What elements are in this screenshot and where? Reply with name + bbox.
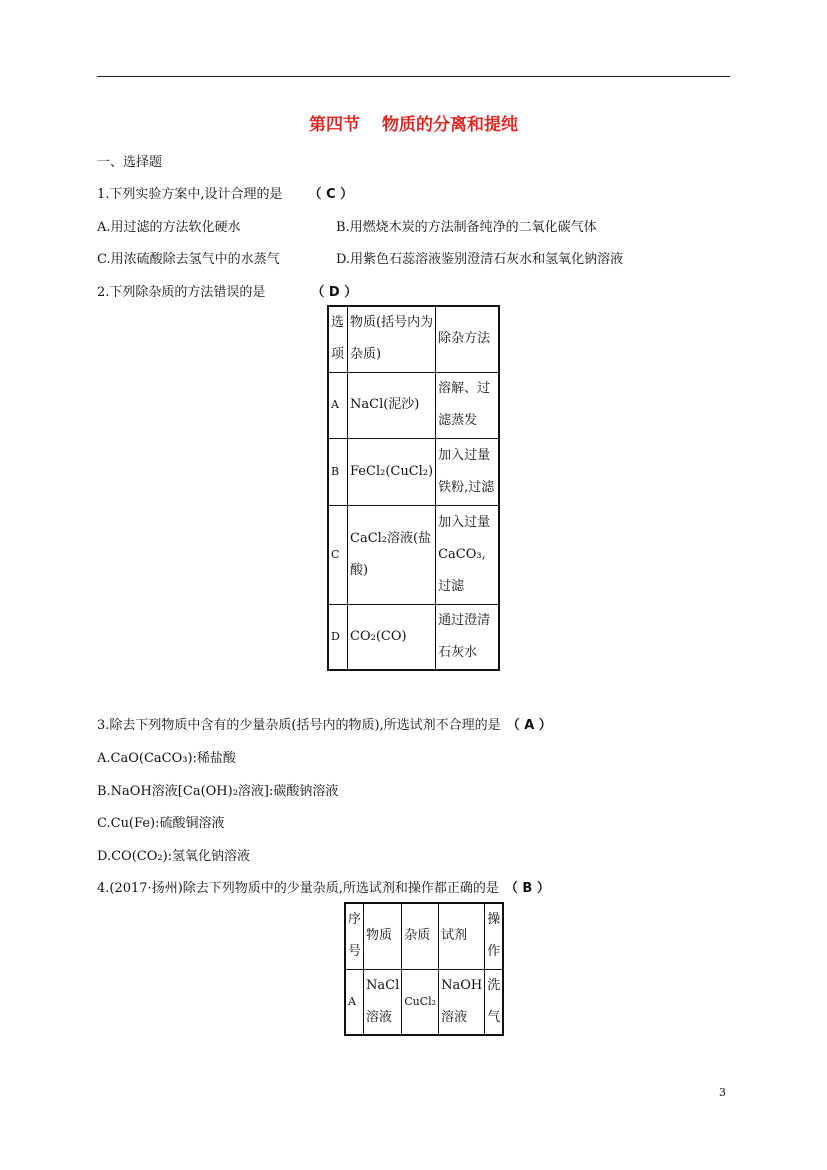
option: B.NaOH溶液[Ca(OH)₂溶液]:碳酸钠溶液	[97, 784, 339, 799]
table-header-cell: 试剂	[439, 903, 485, 969]
page-title-section: 第四节	[309, 115, 360, 135]
option: C.用浓硫酸除去氢气中的水蒸气	[97, 252, 280, 267]
table-row	[328, 438, 499, 505]
answer-mark: （ B ）	[504, 881, 550, 896]
table-row	[328, 505, 499, 604]
table-header-cell: 除杂方法	[436, 306, 499, 372]
question-stem: 2.下列除杂质的方法错误的是	[97, 285, 266, 300]
option: D.CO(CO₂):氢氧化钠溶液	[97, 849, 251, 864]
question-3	[97, 714, 552, 733]
page-title-topic: 物质的分离和提纯	[382, 115, 518, 135]
impurity-table-q2	[327, 305, 500, 671]
table-cell: CaCl₂溶液(盐酸)	[348, 505, 436, 604]
question-2	[97, 281, 357, 300]
table-cell: C	[328, 505, 348, 604]
answer-mark: （ A ）	[506, 718, 552, 733]
table-cell: NaCl溶液	[364, 969, 402, 1035]
answer-mark: （ D ）	[311, 285, 358, 300]
table-cell: B	[328, 438, 348, 505]
table-cell: NaCl(泥沙)	[348, 372, 436, 438]
table-cell: D	[328, 604, 348, 670]
question-stem: 3.除去下列物质中含有的少量杂质(括号内的物质),所选试剂不合理的是	[97, 718, 501, 733]
table-cell: 溶解、过滤蒸发	[436, 372, 499, 438]
table-header-cell: 物质(括号内为杂质)	[348, 306, 436, 372]
table-row	[328, 372, 499, 438]
table-header-cell: 操作	[485, 903, 504, 969]
question-4	[97, 877, 550, 896]
table-cell: 加入过量CaCO₃,过滤	[436, 505, 499, 604]
option: A.CaO(CaCO₃):稀盐酸	[97, 751, 236, 766]
table-cell: CO₂(CO)	[348, 604, 436, 670]
option: C.Cu(Fe):硫酸铜溶液	[97, 816, 225, 831]
option: B.用燃烧木炭的方法制备纯净的二氧化碳气体	[336, 220, 597, 235]
table-cell: NaOH溶液	[439, 969, 485, 1035]
page-title	[0, 110, 827, 135]
table-header-cell: 物质	[364, 903, 402, 969]
table-cell: CuCl₂	[402, 969, 439, 1035]
table-header-cell: 选项	[328, 306, 348, 372]
section-heading: 一、选择题	[97, 155, 163, 170]
question-stem: 1.下列实验方案中,设计合理的是	[97, 187, 283, 202]
table-cell: A	[345, 969, 364, 1035]
table-header-cell: 序号	[345, 903, 364, 969]
table-header-row	[345, 903, 503, 969]
table-cell: FeCl₂(CuCl₂)	[348, 438, 436, 505]
table-row	[345, 969, 503, 1035]
page-number: 3	[719, 1086, 726, 1099]
table-header-cell: 杂质	[402, 903, 439, 969]
impurity-table-q4	[344, 902, 504, 1036]
table-cell: 通过澄清石灰水	[436, 604, 499, 670]
option: D.用紫色石蕊溶液鉴别澄清石灰水和氢氧化钠溶液	[336, 252, 624, 267]
question-stem: 4.(2017·扬州)除去下列物质中的少量杂质,所选试剂和操作都正确的是	[97, 881, 499, 896]
table-cell: 洗气	[485, 969, 504, 1035]
table-cell: 加入过量铁粉,过滤	[436, 438, 499, 505]
answer-mark: （ C ）	[308, 187, 354, 202]
table-header-row	[328, 306, 499, 372]
question-1	[97, 183, 353, 202]
header-rule	[97, 76, 730, 77]
table-cell: A	[328, 372, 348, 438]
table-row	[328, 604, 499, 670]
option: A.用过滤的方法软化硬水	[97, 220, 241, 235]
